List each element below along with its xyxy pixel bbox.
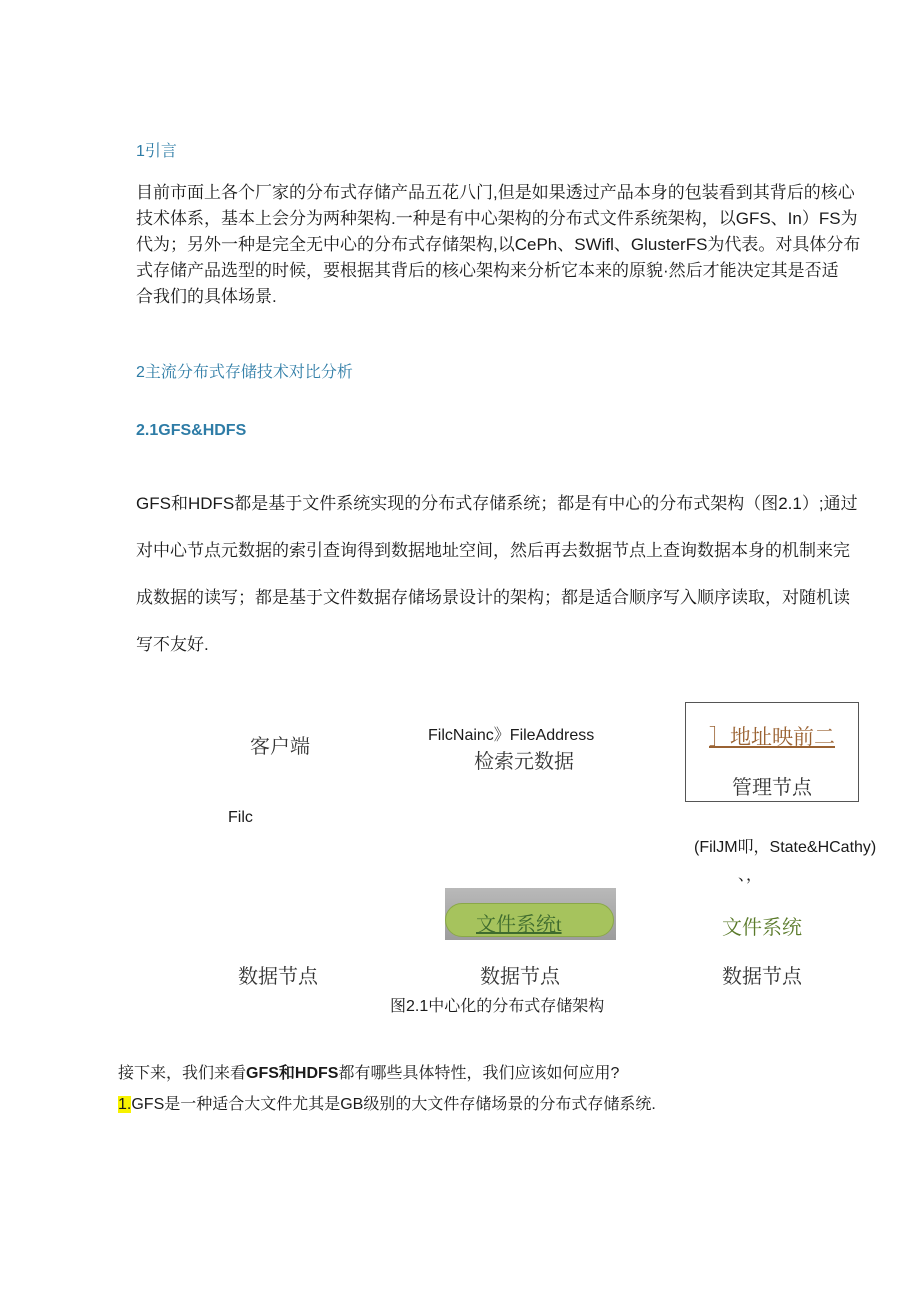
intro-heading: 1引言: [136, 143, 177, 160]
dots-label: 、，: [738, 867, 763, 884]
gfs-heading: 2.1GFS&HDFS: [136, 422, 247, 439]
file-label: Filc: [228, 809, 253, 826]
next-text-pre: 接下来，我们来看: [118, 1065, 247, 1082]
intro-line: 合我们的具体场景.: [136, 287, 277, 306]
client-label: 客户端: [250, 736, 310, 758]
gfs-line: 写不友好.: [136, 635, 209, 654]
figure-caption: 图2.1中心化的分布式存储架构: [390, 998, 605, 1015]
file-system-label: 文件系统t: [476, 914, 562, 936]
list-item: [118, 1091, 656, 1114]
next-paragraph: [118, 1060, 619, 1083]
next-text-post: 都有哪些具体特性，我们应该如何应用?: [338, 1065, 620, 1082]
file-system-pill: [445, 903, 614, 937]
compare-heading: 2主流分布式存储技术对比分析: [136, 364, 353, 381]
gfs-paragraph: [136, 491, 866, 679]
management-node-box: [685, 702, 859, 802]
gfs-line: GFS和HDFS都是基于文件系统实现的分布式存储系统；都是有中心的分布式架构（图2.1）;通过: [136, 494, 858, 513]
intro-line: 式存储产品选型的时候，要根据其背后的核心架构来分析它本来的原貌·然后才能决定其是否适: [136, 261, 839, 280]
intro-paragraph: [136, 180, 866, 310]
data-node-label: 数据节点: [480, 966, 560, 988]
state-label: (FilJM叩，State&HCathy): [694, 839, 877, 856]
gfs-line: 对中心节点元数据的索引查询得到数据地址空间，然后再去数据节点上查询数据本身的机制来完: [136, 541, 850, 560]
management-node-label: 管理节点: [732, 777, 812, 799]
metadata-label: 检索元数据: [474, 751, 574, 773]
address-mapping-label: ］地址映前二: [709, 725, 835, 749]
file-system-box: [445, 888, 616, 940]
intro-line: 技术体系，基本上会分为两种架构.一种是有中心架构的分布式文件系统架构，以GFS、In）FS为: [136, 209, 858, 228]
next-text-bold: GFS和HDFS: [246, 1065, 339, 1082]
file-address-label: FilcNainc》FileAddress: [428, 727, 595, 744]
list-item-number: 1.: [118, 1096, 132, 1113]
gfs-line: 成数据的读写；都是基于文件数据存储场景设计的架构；都是适合顺序写入顺序读取，对随机读: [136, 588, 850, 607]
intro-line: 代为；另外一种是完全无中心的分布式存储架构,以CePh、SWifl、GlusterFS为代表。对具体分布: [136, 235, 861, 254]
file-system-label-right: 文件系统: [722, 917, 802, 939]
list-item-text: GFS是一种适合大文件尤其是GB级别的大文件存储场景的分布式存储系统.: [131, 1096, 656, 1113]
data-node-label: 数据节点: [238, 966, 318, 988]
intro-line: 目前市面上各个厂家的分布式存储产品五花八门,但是如果透过产品本身的包装看到其背后的核心: [136, 183, 855, 202]
data-node-label: 数据节点: [722, 966, 802, 988]
